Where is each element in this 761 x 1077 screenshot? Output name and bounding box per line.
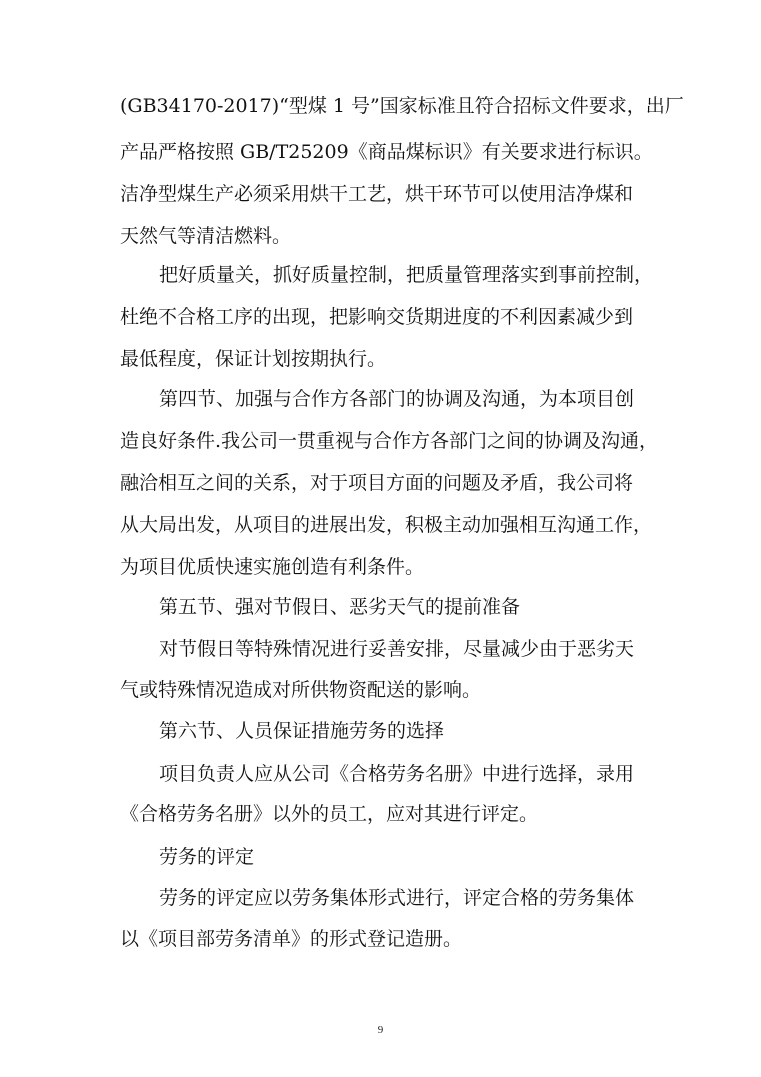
text-line: 以《项目部劳务清单》的形式登记造册。 xyxy=(120,928,463,950)
text-line: 《合格劳务名册》以外的员工，应对其进行评定。 xyxy=(120,803,539,825)
section-heading-4: 第四节、加强与合作方各部门的协调及沟通，为本项目创 xyxy=(159,388,635,410)
section-heading-5: 第五节、强对节假日、恶劣天气的提前准备 xyxy=(159,596,521,618)
text-line: 天然气等清洁燃料。 xyxy=(120,225,292,247)
paragraph-first-line: 把好质量关，抓好质量控制，把质量管理落实到事前控制， xyxy=(159,264,654,286)
text-line: 最低程度，保证计划按期执行。 xyxy=(120,348,387,370)
paragraph-first-line: 对节假日等特殊情况进行妥善安排，尽量减少由于恶劣天 xyxy=(159,638,635,660)
text-line: 杜绝不合格工序的出现，把影响交货期进度的不利因素减少到 xyxy=(120,306,634,328)
section-heading-6: 第六节、人员保证措施劳务的选择 xyxy=(159,720,445,742)
text-line: 为项目优质快速实施创造有利条件。 xyxy=(120,556,425,578)
paragraph-first-line: 项目负责人应从公司《合格劳务名册》中进行选择，录用 xyxy=(159,763,635,785)
text-line: 洁净型煤生产必须采用烘干工艺，烘干环节可以使用洁净煤和 xyxy=(120,183,634,205)
text-line: 气或特殊情况造成对所供物资配送的影响。 xyxy=(120,679,482,701)
text-line: (GB34170-2017)“型煤 1 号”国家标准且符合招标文件要求，出厂 xyxy=(120,95,684,117)
paragraph-first-line: 劳务的评定应以劳务集体形式进行，评定合格的劳务集体 xyxy=(159,887,635,909)
page-number: 9 xyxy=(377,1024,384,1036)
text-line: 融洽相互之间的关系，对于项目方面的问题及矛盾，我公司将 xyxy=(120,472,634,494)
text-line: 造良好条件.我公司一贯重视与合作方各部门之间的协调及沟通， xyxy=(120,430,659,452)
text-line: 产品严格按照 GB/T25209《商品煤标识》有关要求进行标识。 xyxy=(120,141,653,163)
subheading: 劳务的评定 xyxy=(159,846,255,868)
text-line: 从大局出发，从项目的进展出发，积极主动加强相互沟通工作， xyxy=(120,514,653,536)
